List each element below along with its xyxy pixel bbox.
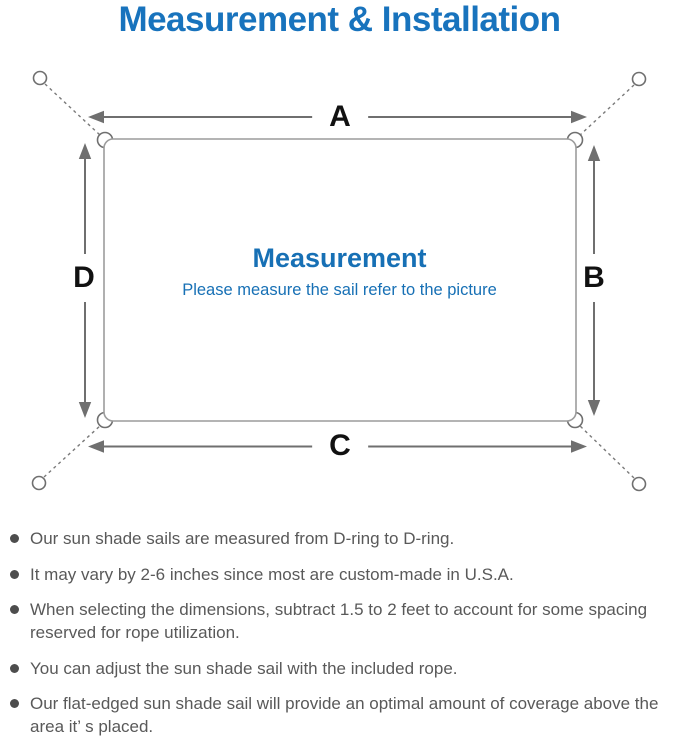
note-text: It may vary by 2-6 inches since most are custom-made in U.S.A. [30, 564, 514, 584]
bullet-dot-icon [10, 570, 19, 579]
note-text: Our sun shade sails are measured from D-ring to D-ring. [30, 529, 455, 548]
list-item [9, 563, 665, 586]
center-text-block [0, 243, 679, 300]
anchor-ring-icon-top-right [633, 73, 646, 86]
bullet-dot-icon [10, 534, 19, 543]
bullet-dot-icon [10, 605, 19, 614]
bullet-dot-icon [10, 699, 19, 708]
notes-list [9, 527, 665, 739]
list-item [9, 692, 665, 738]
center-subtitle: Please measure the sail refer to the picture [182, 281, 497, 299]
rope-line-top-right [579, 85, 634, 136]
arrow-a-right-head-icon [571, 111, 587, 123]
anchor-ring-icon-top-left [34, 72, 47, 85]
note-text: You can adjust the sun shade sail with the included rope. [30, 658, 458, 678]
rope-line-top-left [45, 84, 101, 136]
page-title: Measurement & Installation [118, 0, 561, 39]
anchor-ring-icon-bottom-left [33, 477, 46, 490]
anchor-ring-icon-bottom-right [633, 478, 646, 491]
list-item [9, 527, 665, 550]
arrow-d-down-head-icon [79, 402, 91, 418]
list-item [9, 657, 665, 680]
note-text: When selecting the dimensions, subtract 1.5 to 2 feet to account for some spacing reserved for rope utilization. [30, 600, 648, 642]
dimension-label-c: C [312, 429, 368, 463]
arrow-d-up-head-icon [79, 143, 91, 159]
dimension-label-b: B [580, 254, 608, 302]
arrow-c-left-head-icon [88, 440, 104, 452]
arrow-a-left-head-icon [88, 111, 104, 123]
rope-line-bottom-right [579, 425, 634, 478]
list-item [9, 598, 665, 644]
arrow-c-right-head-icon [571, 440, 587, 452]
center-title: Measurement [252, 243, 427, 273]
bullet-dot-icon [10, 664, 19, 673]
dimension-label-d: D [70, 254, 98, 302]
arrow-b-down-head-icon [588, 400, 600, 416]
arrow-b-up-head-icon [588, 145, 600, 161]
note-text: Our flat-edged sun shade sail will provide an optimal amount of coverage above the area it’ s placed. [30, 694, 659, 736]
rope-line-bottom-left [44, 425, 101, 477]
dimension-label-a: A [312, 100, 368, 134]
